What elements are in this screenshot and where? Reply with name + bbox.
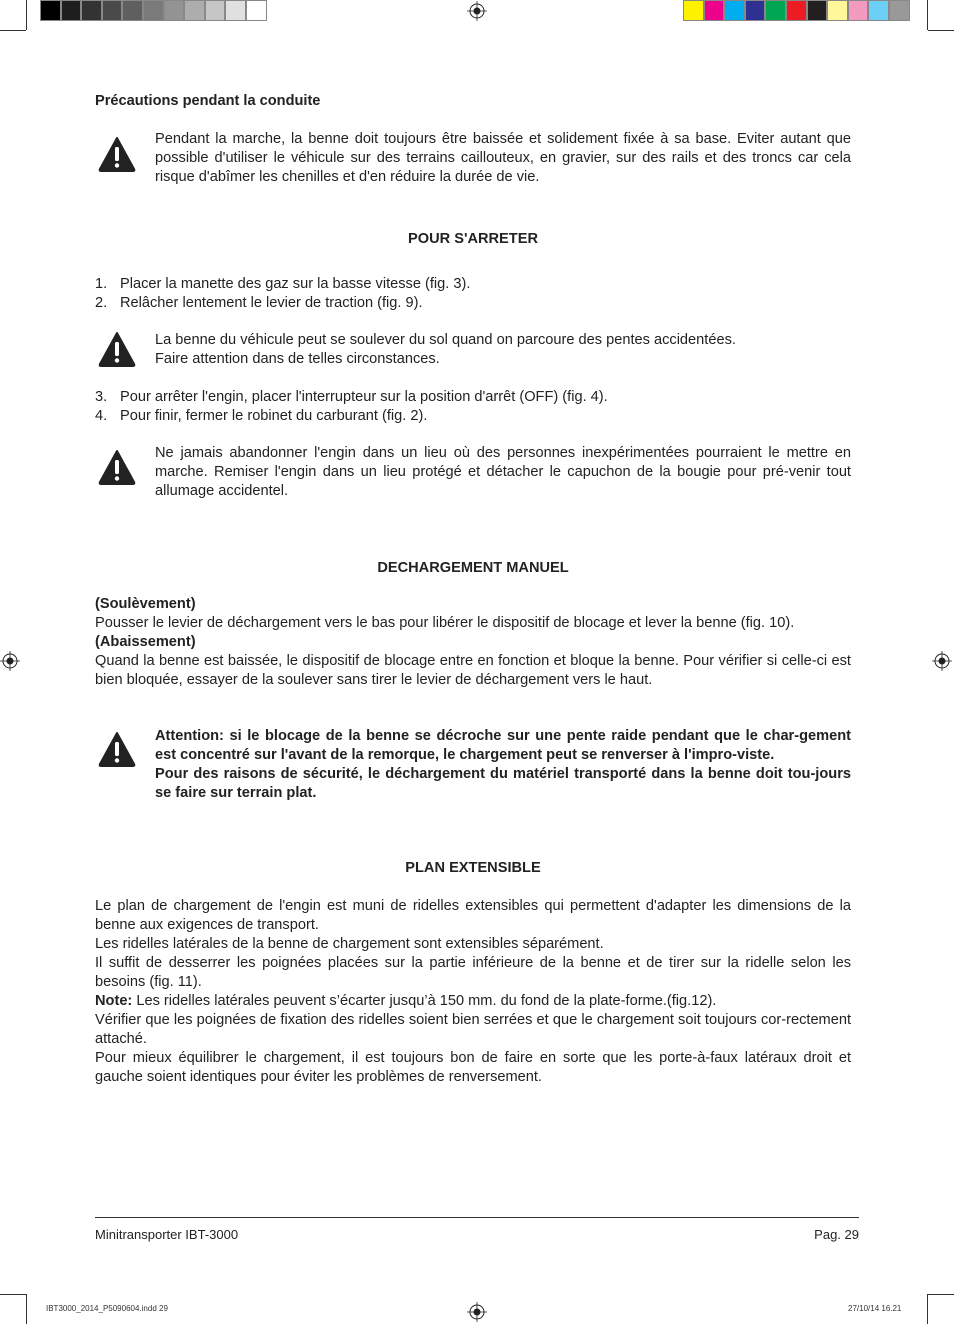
color-swatch — [848, 0, 869, 21]
color-swatch — [184, 0, 205, 21]
unloading-warning-1: Attention: si le blocage de la benne se décroche sur une pente raide pendant que le char-gement est concentré sur l'avant de la remorque, le chargement peut se renverser à l'impro-viste. — [155, 728, 851, 763]
color-swatch — [122, 0, 143, 21]
footer-document-title: Minitransporter IBT-3000 — [95, 1227, 239, 1242]
crop-mark — [0, 1294, 26, 1295]
crop-mark — [26, 0, 27, 30]
registration-mark-icon — [467, 1302, 487, 1322]
crop-mark — [928, 1294, 954, 1295]
slug-filename: IBT3000_2014_P5090604.indd 29 — [46, 1304, 168, 1313]
color-swatch — [61, 0, 82, 21]
extensible-p4: Vérifier que les poignées de fixation des ridelles soient bien serrées et que le chargement soit toujours cor-rectement attaché. — [95, 1012, 851, 1047]
list-item: 3. Pour arrêter l'engin, placer l'interrupteur sur la position d'arrêt (OFF) (fig. 4). — [95, 389, 608, 405]
precautions-warning-text: Pendant la marche, la benne doit toujours être baissée et solidement fixée à sa base. Eviter autant que possible d'utiliser le véhicule sur des terrains caillouteux, en gravier, sur des rails et des troncs car cela risque d'abîmer les chenilles et d'en réduire la durée de vie. — [155, 131, 851, 185]
stopping-warning-2: Ne jamais abandonner l'engin dans un lieu où des personnes inexpérimentées pourraient le mettre en marche. Remiser l'engin dans un lieu protégé et détacher le capuchon de la bougie pour pré-venir tout allumage accidentel. — [155, 445, 851, 499]
extensible-title: PLAN EXTENSIBLE — [405, 860, 541, 876]
color-swatch — [724, 0, 745, 21]
color-swatch — [143, 0, 164, 21]
stopping-warning-1 — [155, 331, 851, 369]
registration-mark-icon — [932, 651, 952, 671]
warning-triangle-icon — [98, 331, 136, 367]
note-text: Les ridelles latérales peuvent s’écarter jusqu’à 150 mm. du fond de la plate-forme.(fig.12). — [132, 993, 717, 1009]
crop-mark — [928, 30, 954, 31]
precautions-title: Précautions pendant la conduite — [95, 93, 321, 109]
color-swatch — [827, 0, 848, 21]
warning-triangle-icon — [98, 731, 136, 767]
extensible-p1: Le plan de chargement de l'engin est muni de ridelles extensibles qui permettent d'adapter les dimensions de la benne aux exigences de transport. — [95, 898, 851, 933]
unloading-warning — [155, 727, 851, 803]
color-swatch — [246, 0, 267, 21]
stopping-steps-list — [95, 275, 851, 313]
crop-mark — [26, 1294, 27, 1324]
stopping-title: POUR S'ARRETER — [408, 231, 538, 247]
extensible-body — [95, 897, 851, 1087]
color-swatch — [81, 0, 102, 21]
extensible-p5: Pour mieux équilibrer le chargement, il est toujours bon de faire en sorte que les porte-à-faux latéraux droit et gauche soient identiques pour éviter les problèmes de renversement. — [95, 1050, 851, 1085]
color-swatch — [765, 0, 786, 21]
color-swatch — [807, 0, 828, 21]
extensible-p3: Il suffit de desserrer les poignées placées sur la partie inférieure de la benne et de tirer sur la ridelle selon les besoins (fig. 11). — [95, 955, 851, 990]
grayscale-colorbar — [40, 0, 267, 21]
unloading-warning-2: Pour des raisons de sécurité, le déchargement du matériel transporté dans la benne doit tou-jours se faire sur terrain plat. — [155, 766, 851, 801]
color-swatch — [704, 0, 725, 21]
list-item: 1. Placer la manette des gaz sur la basse vitesse (fig. 3). — [95, 276, 471, 292]
color-swatch — [683, 0, 704, 21]
crop-mark — [927, 0, 928, 30]
extensible-p2: Les ridelles latérales de la benne de chargement sont extensibles séparément. — [95, 936, 604, 952]
lifting-text: Pousser le levier de déchargement vers le bas pour libérer le dispositif de blocage et lever la benne (fig. 10). — [95, 615, 795, 631]
color-swatch — [889, 0, 910, 21]
color-swatch — [225, 0, 246, 21]
warning-line: La benne du véhicule peut se soulever du sol quand on parcoure des pentes accidentées. — [155, 332, 736, 348]
lowering-text: Quand la benne est baissée, le dispositif de blocage entre en fonction et bloque la benne. Pour vérifier si celle-ci est bien bloquée, essayer de la soulever sans tirer le levier de déchargement vers le haut. — [95, 653, 851, 688]
list-item: 4. Pour finir, fermer le robinet du carburant (fig. 2). — [95, 408, 428, 424]
registration-mark-icon — [467, 1, 487, 21]
color-swatch — [868, 0, 889, 21]
color-swatch — [786, 0, 807, 21]
warning-line: Faire attention dans de telles circonstances. — [155, 351, 440, 367]
lowering-title: (Abaissement) — [95, 634, 196, 650]
color-swatch — [102, 0, 123, 21]
color-swatch — [164, 0, 185, 21]
manual-unloading-title: DECHARGEMENT MANUEL — [377, 560, 569, 576]
list-item: 2. Relâcher lentement le levier de traction (fig. 9). — [95, 295, 423, 311]
page-footer — [95, 1217, 859, 1244]
warning-triangle-icon — [98, 449, 136, 485]
manual-unloading-body — [95, 595, 851, 690]
color-swatch — [205, 0, 226, 21]
lifting-title: (Soulèvement) — [95, 596, 196, 612]
note-label: Note: — [95, 993, 133, 1009]
stopping-steps-list-2 — [95, 388, 851, 426]
color-swatch — [40, 0, 61, 21]
crop-mark — [0, 30, 26, 31]
crop-mark — [927, 1294, 928, 1324]
registration-mark-icon — [0, 651, 20, 671]
process-colorbar — [683, 0, 910, 21]
warning-triangle-icon — [98, 136, 136, 172]
slug-timestamp: 27/10/14 16.21 — [848, 1304, 902, 1313]
color-swatch — [745, 0, 766, 21]
page-number: Pag. 29 — [814, 1227, 859, 1242]
extensible-note — [95, 992, 851, 1011]
